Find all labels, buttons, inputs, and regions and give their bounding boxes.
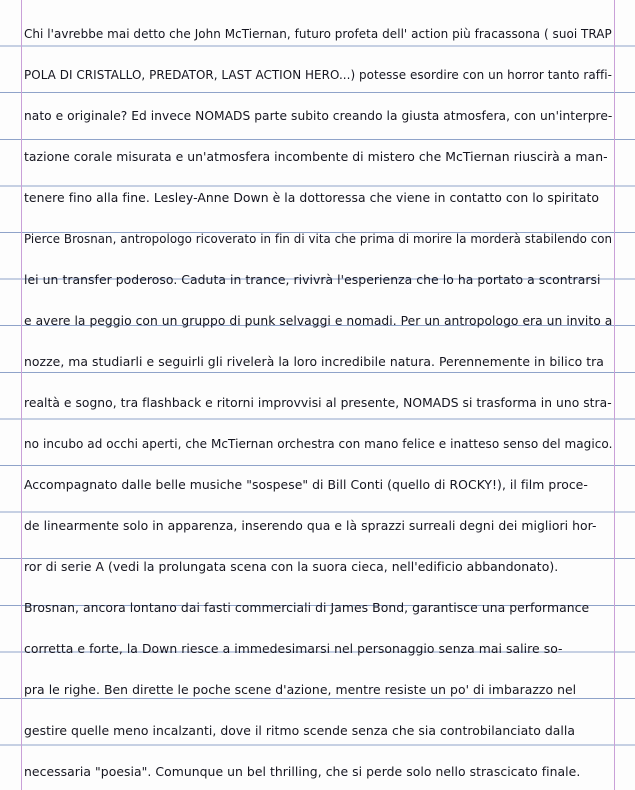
- text-line: nozze, ma studiarli e seguirli gli rivelerà la loro incredibile natura. Perennemente in bilico tra: [24, 353, 604, 369]
- text-line: de linearmente solo in apparenza, inserendo qua e là sprazzi surreali degni dei migliori hor-: [24, 517, 597, 533]
- text-line: nato e originale? Ed invece NOMADS parte subito creando la giusta atmosfera, con un'interpre-: [24, 107, 613, 123]
- text-line: lei un transfer poderoso. Caduta in trance, rivivrà l'esperienza che lo ha portato a scontrarsi: [24, 271, 601, 287]
- text-line: no incubo ad occhi aperti, che McTiernan orchestra con mano felice e inatteso senso del magico.: [24, 435, 613, 451]
- text-line: tenere fino alla fine. Lesley-Anne Down è la dottoressa che viene in contatto con lo spiritato: [24, 189, 600, 205]
- text-line: tazione corale misurata e un'atmosfera incombente di mistero che McTiernan riuscirà a man-: [24, 148, 608, 164]
- text-line: Brosnan, ancora lontano dai fasti commerciali di James Bond, garantisce una performance: [24, 599, 590, 615]
- text-line: corretta e forte, la Down riesce a immedesimarsi nel personaggio senza mai salire so-: [24, 640, 563, 656]
- text-line: Accompagnato dalle belle musiche "sospese" di Bill Conti (quello di ROCKY!), il film proce-: [24, 476, 588, 492]
- right-margin-line: [614, 0, 615, 790]
- text-line: pra le righe. Ben dirette le poche scene d'azione, mentre resiste un po' di imbarazzo nel: [24, 681, 577, 697]
- text-line: Chi l'avrebbe mai detto che John McTiernan, futuro profeta dell' action più fracassona ( suoi TRAP: [24, 25, 612, 41]
- left-margin-line: [21, 0, 22, 790]
- text-line: e avere la peggio con un gruppo di punk selvaggi e nomadi. Per un antropologo era un invito a: [24, 312, 613, 328]
- text-line: ror di serie A (vedi la prolungata scena con la suora cieca, nell'edificio abbandonato).: [24, 558, 559, 574]
- text-line: realtà e sogno, tra flashback e ritorni improvvisi al presente, NOMADS si trasforma in uno stra-: [24, 394, 612, 410]
- text-line: necessaria "poesia". Comunque un bel thrilling, che si perde solo nello strascicato finale.: [24, 763, 581, 779]
- text-line: POLA DI CRISTALLO, PREDATOR, LAST ACTION HERO...) potesse esordire con un horror tanto raffi-: [24, 66, 612, 82]
- text-line: Pierce Brosnan, antropologo ricoverato in fin di vita che prima di morire la morderà stabilendo con: [24, 230, 613, 246]
- text-line: gestire quelle meno incalzanti, dove il ritmo scende senza che sia controbilanciato dalla: [24, 722, 576, 738]
